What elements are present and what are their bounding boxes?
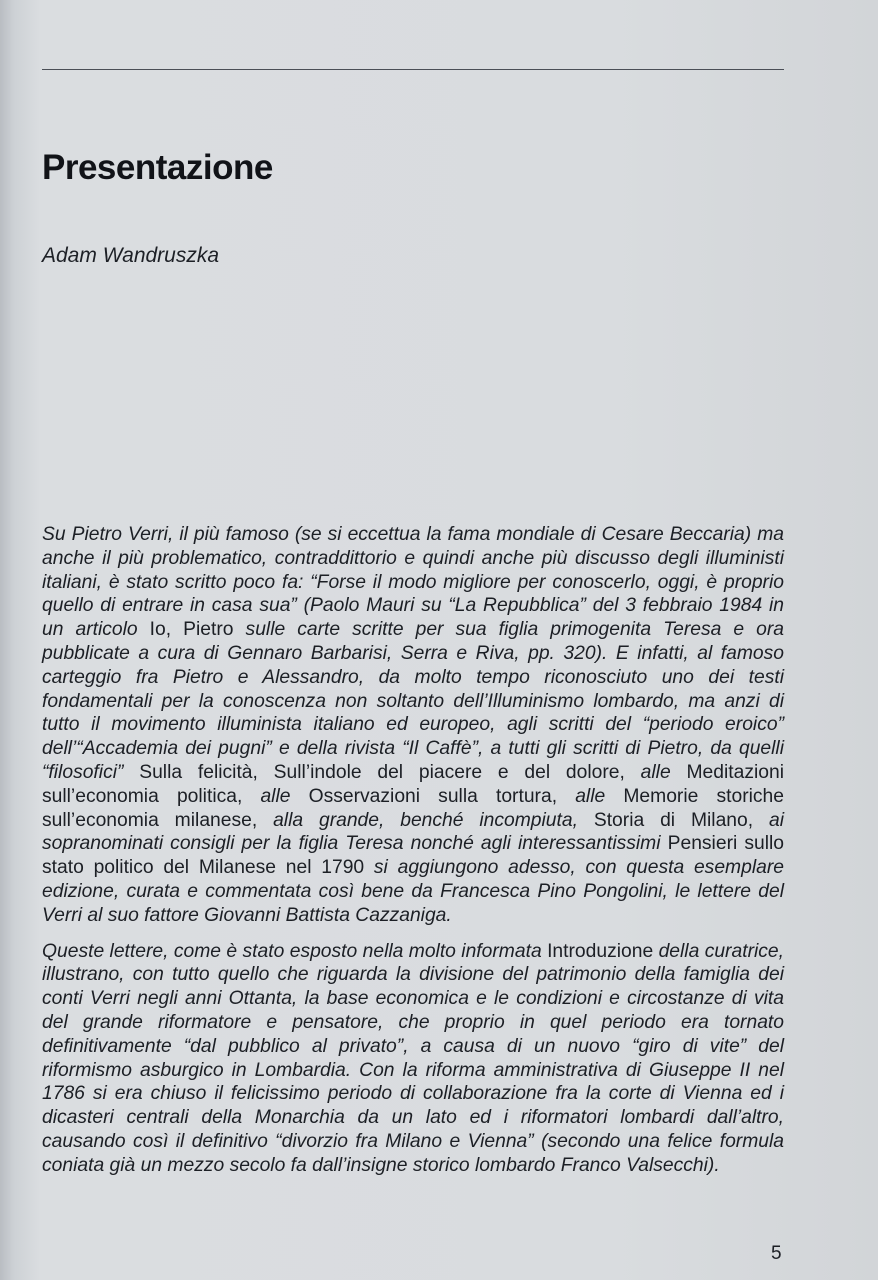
body-text	[42, 523, 784, 1178]
paragraph-1: Su Pietro Verri, il più famoso (se si eccettua la fama mondiale di Cesare Beccaria) ma anche il più problematico, contraddittorio e quindi anche più discusso degli illuministi italiani, è stato scritto poco fa: “Forse il modo migliore per conoscerlo, oggi, è proprio quello di entrare in casa sua” (Paolo Mauri su “La Repubblica” del 3 febbraio 1984 in un articolo Io, Pietro sulle carte scritte per sua figlia primogenita Teresa e ora pubblicate a cura di Gennaro Barbarisi, Serra e Riva, pp. 320). E infatti, al famoso carteggio fra Pietro e Alessandro, da molto tempo riconosciuto uno dei testi fondamentali per la conoscenza non soltanto dell’Illuminismo lombardo, ma anzi di tutto il movimento illuminista italiano ed europeo, agli scritti del “periodo eroico” dell’“Accademia dei pugni” e della rivista “Il Caffè”, a tutti gli scritti di Pietro, da quelli “filosofici” Sulla felicità, Sull’indole del piacere e del dolore, alle Meditazioni sull’economia politica, alle Osservazioni sulla tortura, alle Memorie storiche sull’economia milanese, alla grande, benché incompiuta, Storia di Milano, ai sopranominati consigli per la figlia Teresa nonché agli interessantissimi Pensieri sullo stato politico del Milanese nel 1790 si aggiungono adesso, con questa esemplare edizione, curata e commentata così bene da Francesca Pino Pongolini, le lettere del Verri al suo fattore Giovanni Battista Cazzaniga.	[42, 524, 785, 926]
header-rule	[42, 69, 784, 70]
paragraph-2: Queste lettere, come è stato esposto nella molto informata Introduzione della curatrice, illustrano, con tutto quello che riguarda la divisione del patrimonio della famiglia dei conti Verri negli anni Ottanta, la base economica e le condizioni e circostanze di vita del grande riformatore e pensatore, che proprio in quel periodo era tornato definitivamente “dal pubblico al privato”, a causa di un nuovo “giro di vite” del riformismo asburgico in Lombardia. Con la riforma amministrativa di Giuseppe II nel 1786 si era chiuso il felicissimo periodo di collaborazione fra la corte di Vienna ed i dicasteri centrali della Monarchia da un lato ed i riformatori lombardi dall’altro, causando così il definitivo “divorzio fra Milano e Vienna” (secondo una felice formula coniata già un mezzo secolo fa dall’insigne storico lombardo Franco Valsecchi).	[42, 940, 784, 1176]
page-title: Presentazione	[42, 148, 273, 187]
author-name: Adam Wandruszka	[42, 244, 220, 267]
page-number: 5	[771, 1243, 782, 1264]
